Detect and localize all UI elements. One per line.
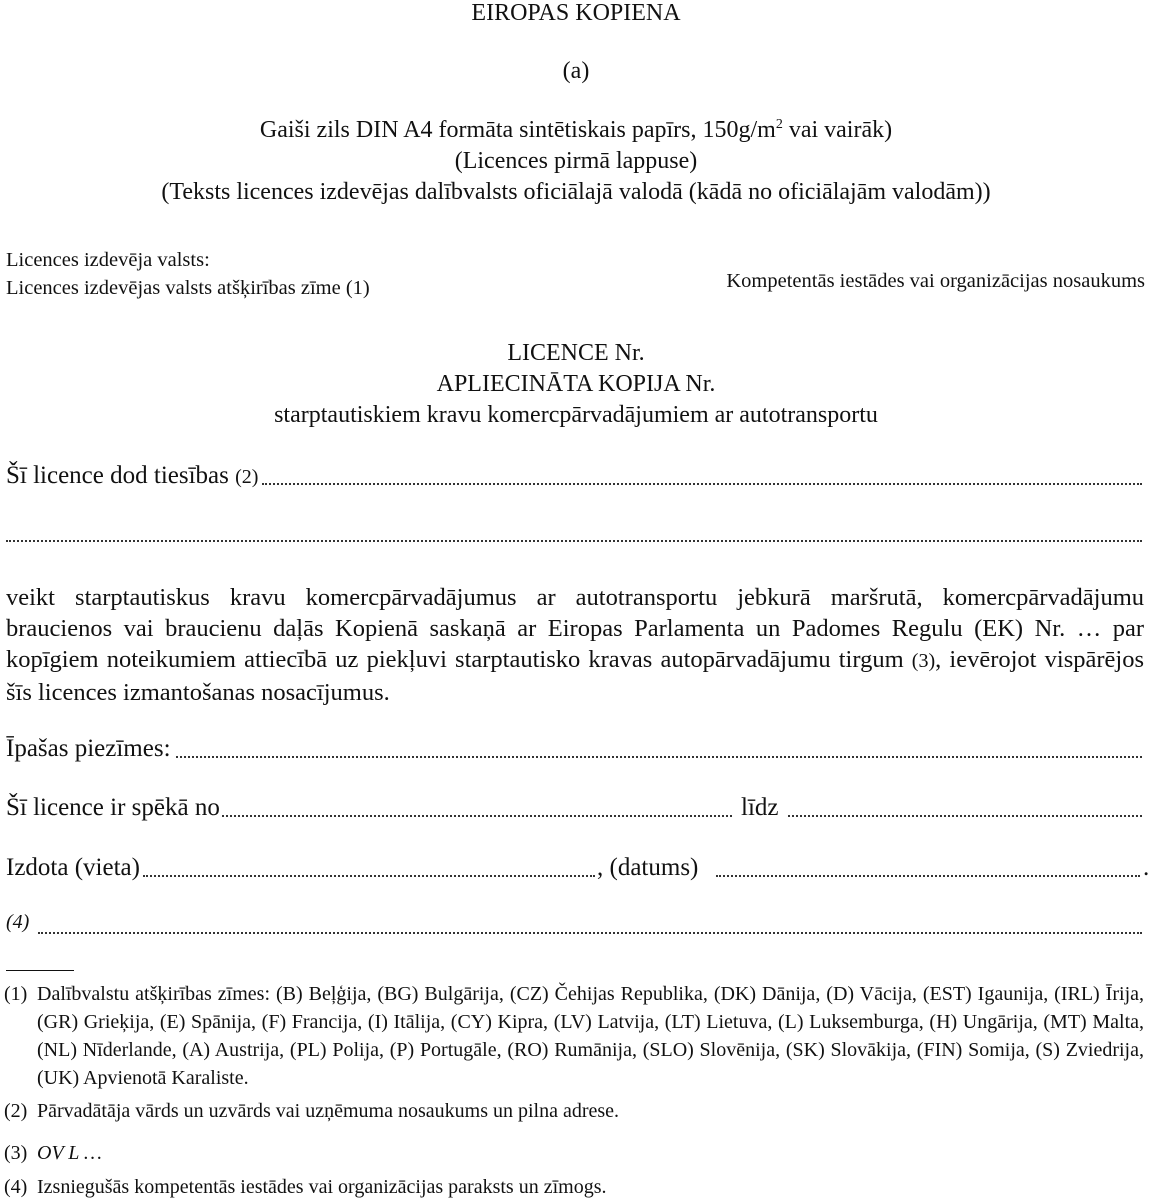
licence-number: LICENCE Nr. [507, 340, 645, 366]
valid-from-label: Šī licence ir spēkā no [6, 794, 220, 821]
footnote-2-number: (2) [4, 1100, 28, 1122]
footnote-separator [6, 970, 74, 971]
authority-label: Kompetentās iestādes vai organizācijas nosaukums [726, 270, 1145, 292]
licence-body-paragraph [6, 582, 1144, 708]
issuer-sign-label [6, 277, 370, 300]
page-note: (Licences pirmā lappuse) [454, 148, 698, 174]
issued-place-label: Izdota (vieta) [6, 854, 140, 881]
valid-to-label: līdz [741, 794, 779, 821]
entitles-text: Šī licence dod tiesības [6, 462, 229, 489]
footnote-ref-4: (4) [6, 911, 30, 933]
footnote-2 [4, 1097, 1144, 1125]
body-text-b: , ievērojot vispārējos šīs licences izmantošanas nosacījumus. [6, 646, 1144, 706]
footnote-ref-1: (1) [345, 277, 370, 299]
footnote-4-text: Izsniegušās kompetentās iestādes vai organizācijas paraksts un zīmogs. [37, 1176, 607, 1198]
footnote-4-number: (4) [4, 1176, 28, 1198]
special-remarks-label: Īpašas piezīmes: [6, 735, 171, 762]
footnote-1-text: Dalībvalstu atšķirības zīmes: (B) Beļģija, (BG) Bulgārija, (CZ) Čehijas Republika, (DK) Dānija, (D) Vācija, (EST) Igaunija, (IRL) Īrija, (GR) Grieķija, (E) Spānija, (F) Francija, (I) Itālija, (CY) Kipra, (LV) Latvija, (LT) Lietuva, (L) Luksemburga, (H) Ungārija, (MT) Malta, (NL) Nīderlande, (A) Austrija, (PL) Polija, (P) Portugāle, (RO) Rumānija, (SLO) Slovēnija, (SK) Slovākija, (FIN) Somija, (S) Zviedrija, (UK) Apvienotā Karaliste. [37, 983, 1144, 1089]
document-title: EIROPAS KOPIENA [471, 0, 681, 26]
entitles-label [6, 462, 258, 490]
footnote-1-number: (1) [4, 983, 28, 1005]
footnote-1 [4, 980, 1144, 1092]
annex-label: (a) [562, 58, 590, 84]
issuer-country-label: Licences izdevēja valsts: [6, 249, 210, 271]
holder-field-line-1[interactable] [262, 483, 1142, 485]
issued-place-field[interactable] [143, 875, 595, 877]
footnote-3-number: (3) [4, 1142, 28, 1164]
certified-copy-number: APLIECINĀTA KOPIJA Nr. [436, 371, 716, 397]
footnote-3-text: OV L … [37, 1142, 102, 1164]
issued-date-label: , (datums) [597, 854, 699, 881]
licence-subject: starptautiskiem kravu komercpārvadājumiem ar autotransportu [274, 402, 878, 428]
language-note: (Teksts licences izdevējas dalībvalsts oficiālajā valodā (kādā no oficiālajām valodām)) [161, 179, 991, 205]
signature-field[interactable] [38, 932, 1142, 934]
paper-spec [0, 117, 1152, 144]
footnote-2-text: Pārvadātāja vārds un uzvārds vai uzņēmuma nosaukums un pilna adrese. [37, 1100, 620, 1122]
special-remarks-field[interactable] [176, 756, 1142, 758]
paper-spec-superscript: 2 [775, 117, 783, 132]
footnote-4 [4, 1173, 1144, 1201]
holder-field-line-2[interactable] [6, 540, 1142, 542]
footnote-ref-2: (2) [235, 466, 259, 488]
body-text-a: veikt starptautiskus kravu komercpārvadājumus ar autotransportu jebkurā maršrutā, komercpārvadājumu braucienos vai braucienu daļās Kopienā saskaņā ar Eiropas Parlamenta un Padomes Regulu (EK) Nr. … par kopīgiem noteikumiem attiecībā uz piekļuvi starptautisko kravas autopārvadājumu tirgum [6, 584, 1144, 673]
valid-from-field[interactable] [222, 815, 732, 817]
issued-end-period: . [1143, 854, 1150, 881]
paper-spec-text: Gaiši zils DIN A4 formāta sintētiskais papīrs, 150g/m [259, 117, 776, 143]
footnote-ref-3: (3) [911, 650, 936, 672]
issuer-sign-text: Licences izdevējas valsts atšķirības zīme [6, 277, 341, 299]
issued-date-field[interactable] [716, 875, 1140, 877]
footnote-3 [4, 1139, 1144, 1167]
paper-spec-suffix: vai vairāk) [782, 117, 893, 143]
valid-to-field[interactable] [788, 815, 1142, 817]
